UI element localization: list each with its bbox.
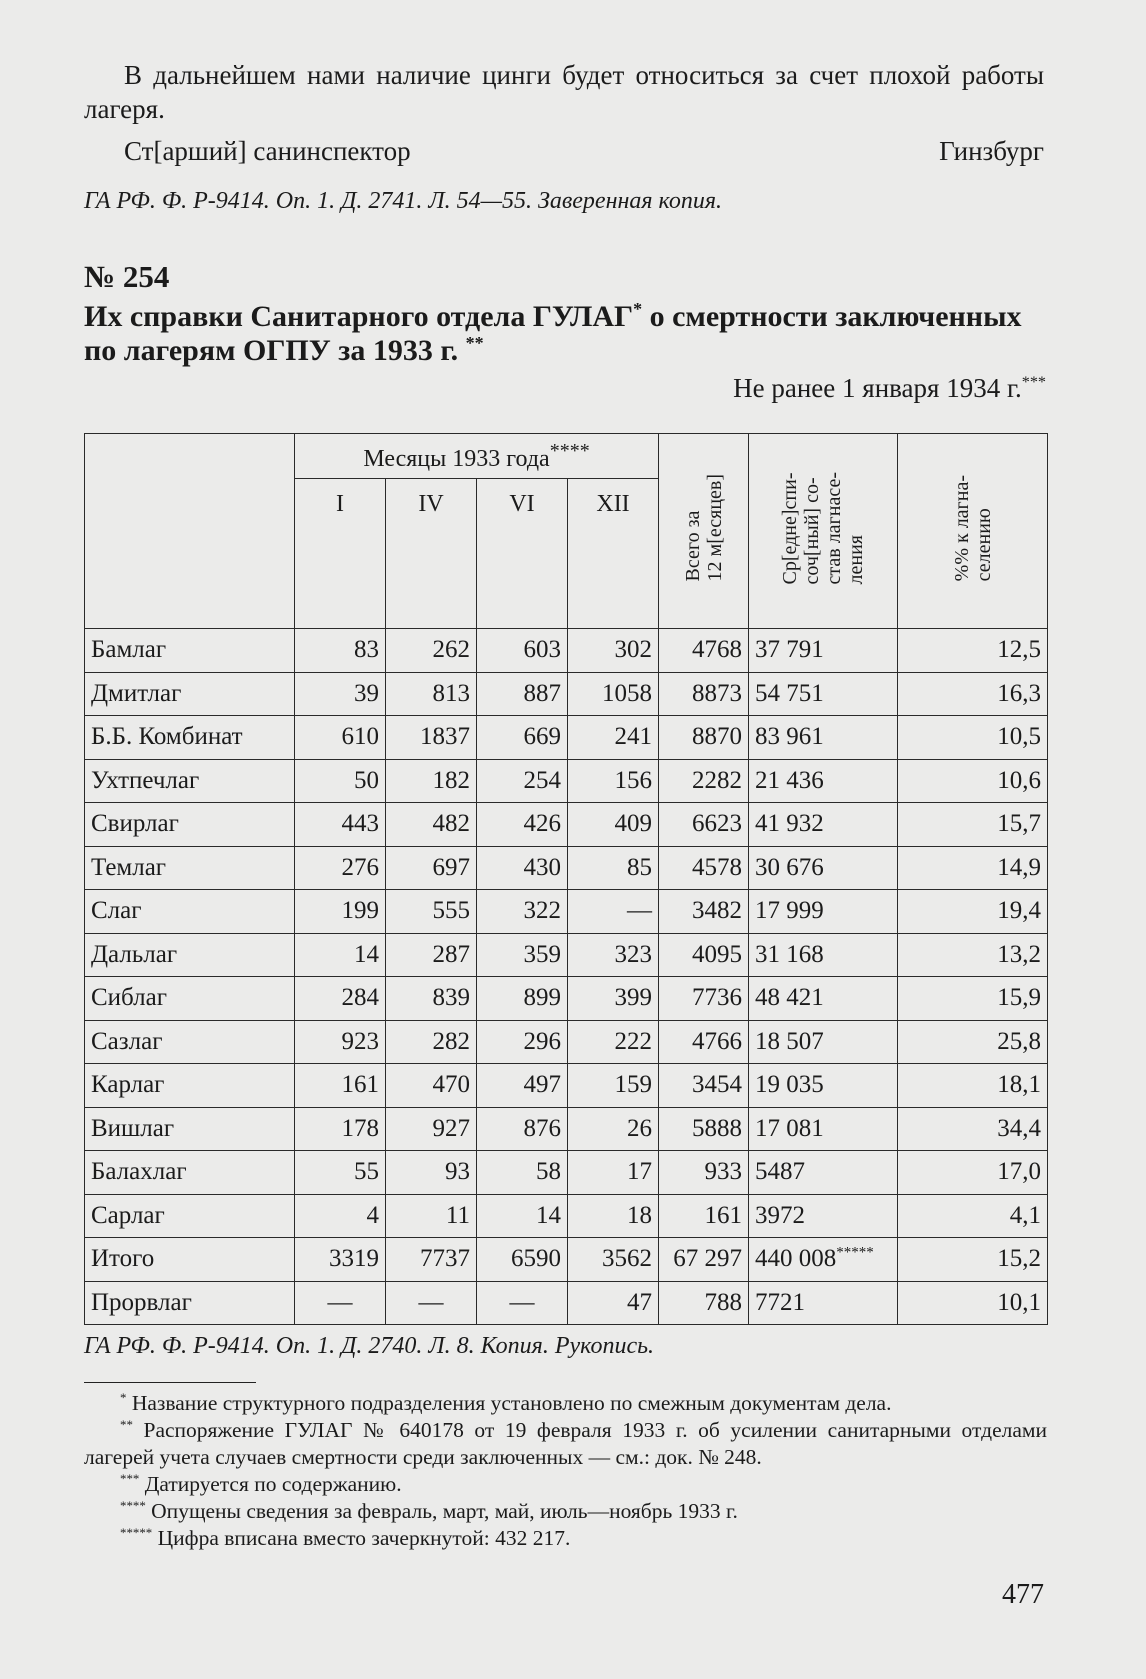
cell-total: 161 bbox=[659, 1194, 749, 1238]
cell-average: 18 507 bbox=[749, 1020, 898, 1064]
cell-camp: Сиблаг bbox=[85, 977, 295, 1021]
cell-month-i: 39 bbox=[295, 672, 386, 716]
footnote-ref-5: ***** bbox=[836, 1244, 874, 1261]
footnote-5: ***** Цифра вписана вместо зачеркнутой: 432 217. bbox=[120, 1525, 571, 1550]
cell-month-iv: — bbox=[386, 1281, 477, 1325]
header-average-text: Ср[едне]спи- соч[ный] со- став лагнасе- ления bbox=[779, 471, 868, 585]
footnote-divider bbox=[84, 1382, 256, 1383]
cell-month-vi: 6590 bbox=[477, 1238, 568, 1282]
months-header-text: Месяцы 1933 года bbox=[363, 445, 550, 472]
cell-total: 5888 bbox=[659, 1107, 749, 1151]
intro-paragraph: В дальнейшем нами наличие цинги будет относиться за счет плохой работы лагеря. bbox=[84, 60, 1044, 124]
document-title bbox=[84, 300, 1044, 368]
cell-percent: 15,7 bbox=[898, 803, 1048, 847]
table-row bbox=[85, 890, 1048, 934]
header-percent-text: %% к лагна- селению bbox=[950, 474, 995, 582]
cell-camp: Свирлаг bbox=[85, 803, 295, 847]
cell-total: 4578 bbox=[659, 846, 749, 890]
cell-month-vi: 899 bbox=[477, 977, 568, 1021]
cell-average: 37 791 bbox=[749, 629, 898, 673]
cell-camp: Балахлаг bbox=[85, 1151, 295, 1195]
cell-month-vi: — bbox=[477, 1281, 568, 1325]
table-row bbox=[85, 1064, 1048, 1108]
cell-month-i: 443 bbox=[295, 803, 386, 847]
cell-month-xii: 17 bbox=[568, 1151, 659, 1195]
signer-title: Ст[арший] санинспектор bbox=[124, 136, 411, 166]
cell-month-iv: 93 bbox=[386, 1151, 477, 1195]
document-date bbox=[733, 371, 1046, 405]
cell-month-vi: 603 bbox=[477, 629, 568, 673]
cell-month-xii: 18 bbox=[568, 1194, 659, 1238]
cell-total: 8870 bbox=[659, 716, 749, 760]
table-row bbox=[85, 803, 1048, 847]
month-header-i: I bbox=[295, 479, 386, 629]
cell-average: 41 932 bbox=[749, 803, 898, 847]
header-percent bbox=[898, 434, 1048, 629]
month-header-iv: IV bbox=[386, 479, 477, 629]
cell-month-xii: 241 bbox=[568, 716, 659, 760]
cell-camp: Итого bbox=[85, 1238, 295, 1282]
cell-month-iv: 182 bbox=[386, 759, 477, 803]
cell-month-i: 3319 bbox=[295, 1238, 386, 1282]
cell-total: 4768 bbox=[659, 629, 749, 673]
cell-month-vi: 876 bbox=[477, 1107, 568, 1151]
cell-percent: 15,9 bbox=[898, 977, 1048, 1021]
cell-camp: Карлаг bbox=[85, 1064, 295, 1108]
date-text: Не ранее 1 января 1934 г. bbox=[733, 373, 1022, 403]
cell-month-xii: 47 bbox=[568, 1281, 659, 1325]
cell-month-i: 55 bbox=[295, 1151, 386, 1195]
cell-month-vi: 296 bbox=[477, 1020, 568, 1064]
cell-percent: 16,3 bbox=[898, 672, 1048, 716]
cell-camp: Дальлаг bbox=[85, 933, 295, 977]
cell-percent: 34,4 bbox=[898, 1107, 1048, 1151]
cell-average: 48 421 bbox=[749, 977, 898, 1021]
cell-month-xii: 1058 bbox=[568, 672, 659, 716]
signature-line bbox=[124, 134, 1044, 168]
cell-month-xii: 302 bbox=[568, 629, 659, 673]
cell-month-iv: 839 bbox=[386, 977, 477, 1021]
cell-average: 17 999 bbox=[749, 890, 898, 934]
table-row bbox=[85, 1238, 1048, 1282]
cell-camp: Сарлаг bbox=[85, 1194, 295, 1238]
cell-average: 17 081 bbox=[749, 1107, 898, 1151]
cell-total: 3482 bbox=[659, 890, 749, 934]
cell-percent: 14,9 bbox=[898, 846, 1048, 890]
cell-month-vi: 359 bbox=[477, 933, 568, 977]
months-header bbox=[295, 434, 659, 479]
month-header-vi: VI bbox=[477, 479, 568, 629]
cell-month-iv: 7737 bbox=[386, 1238, 477, 1282]
table-row bbox=[85, 759, 1048, 803]
signer-name: Гинзбург bbox=[939, 136, 1044, 166]
cell-total: 3454 bbox=[659, 1064, 749, 1108]
cell-month-vi: 887 bbox=[477, 672, 568, 716]
cell-total: 788 bbox=[659, 1281, 749, 1325]
cell-camp: Сазлаг bbox=[85, 1020, 295, 1064]
cell-total: 7736 bbox=[659, 977, 749, 1021]
cell-percent: 10,6 bbox=[898, 759, 1048, 803]
cell-percent: 12,5 bbox=[898, 629, 1048, 673]
cell-percent: 25,8 bbox=[898, 1020, 1048, 1064]
cell-total: 6623 bbox=[659, 803, 749, 847]
cell-month-i: 923 bbox=[295, 1020, 386, 1064]
cell-average: 3972 bbox=[749, 1194, 898, 1238]
footnotes bbox=[84, 1390, 1047, 1552]
cell-camp: Ухтпечлаг bbox=[85, 759, 295, 803]
cell-month-i: 610 bbox=[295, 716, 386, 760]
cell-percent: 15,2 bbox=[898, 1238, 1048, 1282]
cell-month-i: 284 bbox=[295, 977, 386, 1021]
cell-month-iv: 482 bbox=[386, 803, 477, 847]
footnote-ref-1: * bbox=[633, 299, 643, 319]
cell-month-xii: 26 bbox=[568, 1107, 659, 1151]
cell-average: 19 035 bbox=[749, 1064, 898, 1108]
cell-camp: Бамлаг bbox=[85, 629, 295, 673]
cell-month-xii: 85 bbox=[568, 846, 659, 890]
cell-month-i: — bbox=[295, 1281, 386, 1325]
footnote-1: * Название структурного подразделения установлено по смежным документам дела. bbox=[120, 1390, 892, 1415]
cell-total: 4095 bbox=[659, 933, 749, 977]
cell-month-iv: 1837 bbox=[386, 716, 477, 760]
cell-month-i: 50 bbox=[295, 759, 386, 803]
cell-average: 7721 bbox=[749, 1281, 898, 1325]
cell-month-vi: 322 bbox=[477, 890, 568, 934]
header-average bbox=[749, 434, 898, 629]
cell-total: 8873 bbox=[659, 672, 749, 716]
cell-total: 67 297 bbox=[659, 1238, 749, 1282]
cell-month-vi: 426 bbox=[477, 803, 568, 847]
cell-percent: 18,1 bbox=[898, 1064, 1048, 1108]
header-total bbox=[659, 434, 749, 629]
table-row bbox=[85, 846, 1048, 890]
footnote-4: **** Опущены сведения за февраль, март, май, июль—ноябрь 1933 г. bbox=[120, 1498, 738, 1523]
cell-month-xii: 399 bbox=[568, 977, 659, 1021]
cell-month-iv: 262 bbox=[386, 629, 477, 673]
document-number: № 254 bbox=[84, 259, 170, 294]
cell-average: 31 168 bbox=[749, 933, 898, 977]
cell-month-vi: 58 bbox=[477, 1151, 568, 1195]
cell-average: 5487 bbox=[749, 1151, 898, 1195]
month-header-xii: XII bbox=[568, 479, 659, 629]
cell-month-i: 161 bbox=[295, 1064, 386, 1108]
cell-month-i: 4 bbox=[295, 1194, 386, 1238]
archive-source-1: ГА РФ. Ф. Р-9414. Оп. 1. Д. 2741. Л. 54—55. Заверенная копия. bbox=[84, 188, 723, 214]
cell-total: 4766 bbox=[659, 1020, 749, 1064]
cell-total: 933 bbox=[659, 1151, 749, 1195]
footnote-ref-2: ** bbox=[465, 333, 484, 353]
cell-month-i: 83 bbox=[295, 629, 386, 673]
cell-month-iv: 927 bbox=[386, 1107, 477, 1151]
table-row bbox=[85, 672, 1048, 716]
cell-month-xii: 159 bbox=[568, 1064, 659, 1108]
table-row bbox=[85, 1020, 1048, 1064]
title-part-2: о смертности заключенных по лагерям ОГПУ за 1933 г. bbox=[84, 300, 1022, 367]
cell-camp: Вишлаг bbox=[85, 1107, 295, 1151]
cell-month-vi: 669 bbox=[477, 716, 568, 760]
title-part-1: Их справки Санитарного отдела ГУЛАГ bbox=[84, 300, 634, 333]
cell-month-i: 199 bbox=[295, 890, 386, 934]
cell-month-xii: 156 bbox=[568, 759, 659, 803]
cell-camp: Прорвлаг bbox=[85, 1281, 295, 1325]
table-row bbox=[85, 1281, 1048, 1325]
cell-percent: 13,2 bbox=[898, 933, 1048, 977]
cell-camp: Слаг bbox=[85, 890, 295, 934]
cell-total: 2282 bbox=[659, 759, 749, 803]
cell-average: 30 676 bbox=[749, 846, 898, 890]
cell-percent: 10,1 bbox=[898, 1281, 1048, 1325]
header-empty-cell bbox=[85, 434, 295, 629]
page-number: 477 bbox=[1002, 1579, 1044, 1610]
cell-average: 440 008***** bbox=[749, 1238, 898, 1282]
cell-month-vi: 14 bbox=[477, 1194, 568, 1238]
cell-month-xii: 409 bbox=[568, 803, 659, 847]
table-row bbox=[85, 1107, 1048, 1151]
cell-month-iv: 470 bbox=[386, 1064, 477, 1108]
cell-camp: Б.Б. Комбинат bbox=[85, 716, 295, 760]
cell-average: 83 961 bbox=[749, 716, 898, 760]
cell-month-xii: — bbox=[568, 890, 659, 934]
footnote-3: *** Датируется по содержанию. bbox=[120, 1471, 402, 1496]
table-row bbox=[85, 977, 1048, 1021]
cell-month-iv: 287 bbox=[386, 933, 477, 977]
cell-month-iv: 555 bbox=[386, 890, 477, 934]
cell-month-i: 276 bbox=[295, 846, 386, 890]
cell-camp: Дмитлаг bbox=[85, 672, 295, 716]
footnote-ref-3: *** bbox=[1021, 373, 1046, 391]
table-row bbox=[85, 933, 1048, 977]
archive-source-2: ГА РФ. Ф. Р-9414. Оп. 1. Д. 2740. Л. 8. Копия. Рукопись. bbox=[84, 1333, 655, 1359]
cell-percent: 19,4 bbox=[898, 890, 1048, 934]
cell-month-vi: 254 bbox=[477, 759, 568, 803]
cell-month-xii: 222 bbox=[568, 1020, 659, 1064]
table-row bbox=[85, 716, 1048, 760]
cell-percent: 17,0 bbox=[898, 1151, 1048, 1195]
header-total-text: Всего за 12 м[есяцев] bbox=[681, 474, 726, 582]
footnote-2: ** Распоряжение ГУЛАГ № 640178 от 19 февраля 1933 г. об усилении санитарными отделами лагерей учета случаев смертности среди заключенных — см.: док. № 248. bbox=[84, 1417, 1048, 1469]
cell-month-vi: 430 bbox=[477, 846, 568, 890]
cell-month-xii: 323 bbox=[568, 933, 659, 977]
cell-month-vi: 497 bbox=[477, 1064, 568, 1108]
cell-camp: Темлаг bbox=[85, 846, 295, 890]
cell-average: 21 436 bbox=[749, 759, 898, 803]
table-row bbox=[85, 629, 1048, 673]
cell-month-iv: 11 bbox=[386, 1194, 477, 1238]
cell-month-i: 14 bbox=[295, 933, 386, 977]
table-body bbox=[85, 629, 1048, 1325]
cell-month-xii: 3562 bbox=[568, 1238, 659, 1282]
cell-month-iv: 282 bbox=[386, 1020, 477, 1064]
table-row bbox=[85, 1194, 1048, 1238]
cell-month-iv: 697 bbox=[386, 846, 477, 890]
cell-percent: 10,5 bbox=[898, 716, 1048, 760]
cell-month-i: 178 bbox=[295, 1107, 386, 1151]
mortality-table bbox=[84, 433, 1048, 1325]
cell-average: 54 751 bbox=[749, 672, 898, 716]
cell-month-iv: 813 bbox=[386, 672, 477, 716]
table-row bbox=[85, 1151, 1048, 1195]
footnote-ref-4: **** bbox=[549, 439, 590, 462]
cell-percent: 4,1 bbox=[898, 1194, 1048, 1238]
